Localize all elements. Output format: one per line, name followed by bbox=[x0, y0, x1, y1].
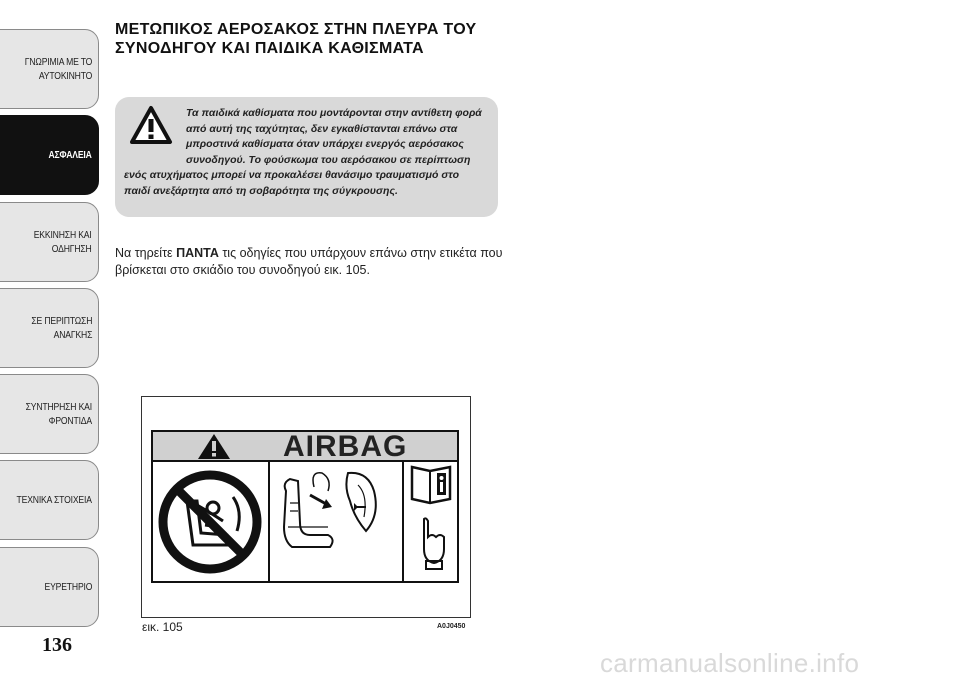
tab-label: ΕΥΡΕΤΗΡΙΟ bbox=[44, 581, 92, 593]
figure-caption: εικ. 105 bbox=[142, 620, 183, 634]
panel-no-child-seat bbox=[153, 461, 270, 581]
panel-airbag-deployment bbox=[270, 461, 404, 581]
warning-triangle-icon bbox=[197, 433, 231, 460]
airbag-label-panels bbox=[151, 461, 459, 583]
airbag-label-banner bbox=[151, 430, 459, 462]
tab-label: ΑΣΦΑΛΕΙΑ bbox=[48, 149, 92, 161]
body-text-end: τις οδηγίες που υπάρχουν επάνω στην ετικέτα που βρίσκεται στο σκιάδιο του συνοδηγού εικ. 105. bbox=[115, 246, 503, 277]
body-text-emphasis: ΠΑΝΤΑ bbox=[176, 246, 219, 260]
tab-getting-to-know[interactable] bbox=[0, 29, 99, 109]
panel-read-manual bbox=[404, 461, 457, 581]
body-paragraph bbox=[115, 245, 505, 279]
tab-index[interactable] bbox=[0, 547, 99, 627]
tab-label: ΣΕ ΠΕΡΙΠΤΩΣΗ ΑΝΑΓΚΗΣ bbox=[31, 315, 92, 341]
warning-box bbox=[115, 97, 498, 217]
watermark: carmanualsonline.info bbox=[600, 648, 860, 678]
tab-technical-data[interactable] bbox=[0, 460, 99, 540]
page-number: 136 bbox=[42, 634, 72, 656]
tab-safety[interactable] bbox=[0, 115, 99, 195]
tab-label: ΓΝΩΡΙΜΙΑ ΜΕ ΤΟ ΑΥΤΟΚΙΝΗΤΟ bbox=[24, 56, 92, 82]
airbag-label-text: AIRBAG bbox=[283, 430, 408, 463]
tab-maintenance[interactable] bbox=[0, 374, 99, 454]
figure-code: A0J0450 bbox=[437, 623, 466, 630]
tab-label: ΣΥΝΤΗΡΗΣΗ ΚΑΙ ΦΡΟΝΤΙΔΑ bbox=[25, 401, 92, 427]
tab-label: ΕΚΚΙΝΗΣΗ ΚΑΙ ΟΔΗΓΗΣΗ bbox=[34, 229, 92, 255]
figure-airbag-label bbox=[141, 396, 471, 618]
body-text-start: Να τηρείτε bbox=[115, 246, 177, 260]
read-manual-icon bbox=[404, 461, 457, 581]
no-rear-facing-child-seat-icon bbox=[153, 461, 268, 581]
tab-label: ΤΕΧΝΙΚΑ ΣΤΟΙΧΕΙΑ bbox=[16, 494, 92, 506]
seat-airbag-deployment-icon bbox=[270, 461, 402, 581]
tab-emergency[interactable] bbox=[0, 288, 99, 368]
warning-text: Τα παιδικά καθίσματα που μοντάρονται στην αντίθετη φορά από αυτή της ταχύτητας, δεν εγκαθίστανται επάνω στα μπροστινά καθίσματα όταν υπάρχει ενεργός αερόσακος συνοδηγού. Το φούσκωμα του αερόσακου σε περίπτωση ενός ατυχήματος μπορεί να προκαλέσει θανάσιμο τραυματισμό στο παιδί ανεξάρτητα από τη σοβαρότητα της σύγκρουσης. bbox=[124, 107, 482, 197]
tab-starting-driving[interactable] bbox=[0, 202, 99, 282]
section-title: ΜΕΤΩΠΙΚΟΣ ΑΕΡΟΣΑΚΟΣ ΣΤΗΝ ΠΛΕΥΡΑ ΤΟΥ ΣΥΝΟΔΗΓΟΥ ΚΑΙ ΠΑΙΔΙΚΑ ΚΑΘΙΣΜΑΤΑ bbox=[115, 21, 477, 57]
